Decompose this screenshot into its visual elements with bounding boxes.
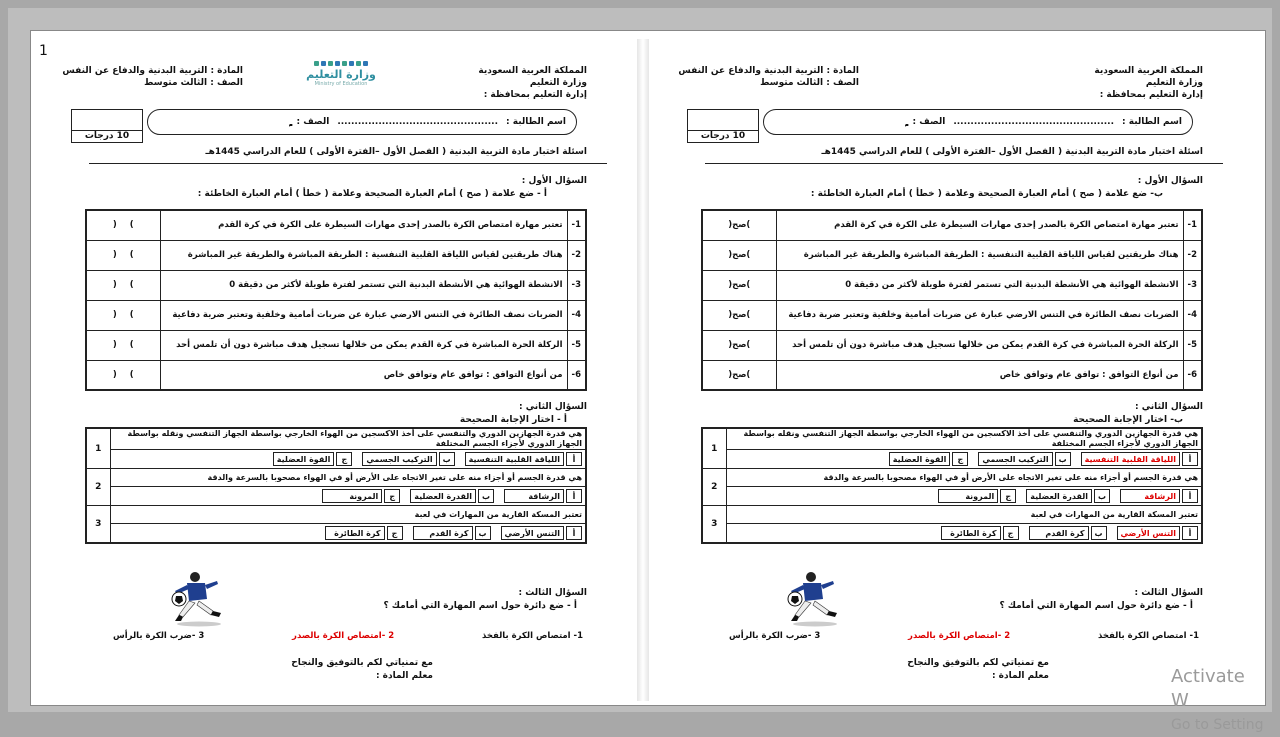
skill-option-2: 2 -امتصاص الكرة بالصدر [292,631,395,641]
subject-header: المادة : التربية البدنية والدفاع عن النفس الصف : الثالث متوسط [62,66,243,88]
tf-number: 1- [567,210,586,240]
tf-row [86,330,586,360]
mc-option-key: أ [1182,452,1198,466]
mc-options [730,450,1199,468]
mc-option-key: ج [336,452,352,466]
mc-number: 3 [702,506,726,544]
q1-header: السؤال الأول : أ - ضع علامة ( صح ) أمام العبارة الصحيحة وعلامة ( خطأ ) أمام العبارة الخاطئة : [197,176,587,199]
tf-statement: الانشطة الهوائية هي الأنشطة البدنية التي تستمر لفترة طويلة لأكثر من دقيقة 0 [160,270,567,300]
exam-footer: مع تمنياتي لكم بالتوفيق والنجاح معلم المادة : [291,658,433,681]
tf-row [86,300,586,330]
q3-header: السؤال الثالث : أ - ضع دائرة حول اسم المهارة التي أمامك ؟ [999,588,1203,611]
tf-number: 6- [1183,360,1202,390]
tf-answer-cell[interactable]: ) ( [86,270,160,300]
tf-statement: هناك طريقتين لقياس اللياقة القلبية التنفسية : الطريقة المباشرة والطريقة غير المباشرة [160,240,567,270]
tf-answer: صح [732,280,747,290]
tf-row [702,300,1202,330]
tf-answer: صح [732,250,747,260]
tf-row [86,240,586,270]
tf-statement: من أنواع التوافق : توافق عام وتوافق خاص [160,360,567,390]
tf-answer-cell[interactable]: )صح( [702,270,776,300]
tf-number: 6- [567,360,586,390]
grade-box: 10 درجات [71,109,143,143]
tf-number: 4- [567,300,586,330]
mc-question: هي قدرة الجهازين الدوري والتنفسي على أخذ الاكسجين من الهواء الخارجي بواسطة الجهاز التنفسي ونقله بواسطة الجهاز الدوري لأجزاء الجسم المختلفة [110,428,586,450]
football-player-image [781,567,851,627]
mc-option[interactable]: كرة الطائرة [941,526,1001,540]
tf-number: 3- [1183,270,1202,300]
tf-number: 1- [1183,210,1202,240]
mc-options [730,487,1199,505]
tf-statement: الركلة الحرة المباشرة في كرة القدم يمكن من خلالها تسجيل هدف مباشرة دون أن تلمس أحد [776,330,1183,360]
tf-answer-cell[interactable]: )صح( [702,330,776,360]
tf-answer-cell[interactable]: ) ( [86,300,160,330]
mc-option-key: ب [439,452,455,466]
skill-option-1: 1- امتصاص الكرة بالفخذ [481,631,583,641]
tf-number: 3- [567,270,586,300]
tf-statement: الضربات نصف الطائرة في التنس الارضي عبارة عن ضربات أمامية وخلفية وتعتبر ضربة دفاعية [160,300,567,330]
windows-activation-watermark: Activate W Go to Setting [1171,666,1264,733]
mc-option-key: ب [1091,526,1107,540]
student-info-box: اسم الطالبة : ............................................... الصف : [147,109,577,135]
q1-header: السؤال الأول : ب- ضع علامة ( صح ) أمام العبارة الصحيحة وعلامة ( خطأ ) أمام العبارة الخاطئة : [810,176,1203,199]
tf-answer-cell[interactable]: ) ( [86,210,160,240]
tf-statement: هناك طريقتين لقياس اللياقة القلبية التنفسية : الطريقة المباشرة والطريقة غير المباشرة [776,240,1183,270]
mc-option-key: ب [475,526,491,540]
student-info-box: اسم الطالبة : ............................................... الصف : [763,109,1193,135]
mc-option-key: ج [1000,489,1016,503]
tf-row [702,210,1202,240]
mc-options-row [86,524,586,544]
tf-answer: صح [732,369,747,380]
tf-answer-cell[interactable]: )صح( [702,360,776,390]
mc-question: تعتبر المسكة القارية من المهارات في لعبة [726,506,1202,524]
admin-text: إدارة التعليم بمحافظة : [483,90,587,100]
mc-option[interactable]: القوة العضلية [889,452,951,466]
mc-question-row [702,506,1202,524]
page-gutter [637,39,649,701]
mc-option[interactable]: التنس الأرضي [1117,526,1181,540]
q3-header: السؤال الثالث : أ - ضع دائرة حول اسم المهارة التي أمامك ؟ [383,588,587,611]
subject-header: المادة : التربية البدنية والدفاع عن النفس الصف : الثالث متوسط [678,66,859,88]
mc-option-key: أ [566,526,582,540]
mc-option[interactable]: الرشاقة [1120,489,1180,503]
mc-number: 2 [86,469,110,506]
mc-question: هي قدرة الجهازين الدوري والتنفسي على أخذ الاكسجين من الهواء الخارجي بواسطة الجهاز التنفسي ونقله بواسطة الجهاز الدوري لأجزاء الجسم المختلفة [726,428,1202,450]
tf-answer-cell[interactable]: )صح( [702,210,776,240]
mc-option[interactable]: التركيب الجسمي [978,452,1052,466]
tf-number: 4- [1183,300,1202,330]
mc-question: تعتبر المسكة القارية من المهارات في لعبة [110,506,586,524]
mc-options-row [86,450,586,469]
mc-option[interactable]: كرة الطائرة [325,526,385,540]
tf-row [702,270,1202,300]
mc-option-key: ج [384,489,400,503]
document-viewer [30,30,1266,733]
mc-option-key: ب [1055,452,1071,466]
screen-frame [8,8,1272,733]
mc-option[interactable]: المرونة [322,489,382,503]
mc-question: هي قدرة الجسم أو أجزاء منه على تغير الاتجاه على الأرض أو في الهواء مصحوبا بالسرعة والدقة [726,469,1202,487]
exam-page-blank [39,39,639,701]
exam-footer: مع تمنياتي لكم بالتوفيق والنجاح معلم المادة : [907,658,1049,681]
mc-options-row [702,524,1202,544]
tf-statement: الركلة الحرة المباشرة في كرة القدم يمكن من خلالها تسجيل هدف مباشرة دون أن تلمس أحد [160,330,567,360]
mc-options-row [86,487,586,506]
page-number: 1 [39,43,48,59]
mc-option[interactable]: الرشاقة [504,489,564,503]
tf-number: 5- [1183,330,1202,360]
exam-page-answers [655,39,1255,701]
tf-statement: الضربات نصف الطائرة في التنس الارضي عبارة عن ضربات أمامية وخلفية وتعتبر ضربة دفاعية [776,300,1183,330]
tf-number: 5- [567,330,586,360]
mc-option[interactable]: التنس الأرضي [501,526,565,540]
multiple-choice-table-answers [701,427,1203,544]
tf-row [702,330,1202,360]
mc-option-key: أ [566,489,582,503]
tf-answer-cell[interactable]: ) ( [86,360,160,390]
mc-question-row [702,428,1202,450]
divider [89,163,607,164]
tf-statement: تعتبر مهارة امتصاص الكرة بالصدر إحدى مهارات السيطرة على الكرة في كرة القدم [160,210,567,240]
mc-option-key: أ [1182,526,1198,540]
tf-answer: صح [732,310,747,320]
skill-option-2: 2 -امتصاص الكرة بالصدر [908,631,1011,641]
mc-option[interactable]: المرونة [938,489,998,503]
kingdom-text: المملكة العربية السعودية [478,66,587,76]
q2-header: السؤال الثاني : ب- اختار الإجابة الصحيحة [1073,402,1203,425]
tf-statement: من أنواع التوافق : توافق عام وتوافق خاص [776,360,1183,390]
tf-answer: صح [732,340,747,350]
mc-options [730,524,1199,542]
tf-answer: صح [732,220,747,231]
school-header: المملكة العربية السعودية وزارة التعليم إدارة التعليم بمحافظة : [1094,66,1203,100]
tf-number: 2- [1183,240,1202,270]
tf-answer-cell[interactable]: )صح( [702,300,776,330]
skill-option-1: 1- امتصاص الكرة بالفخذ [1097,631,1199,641]
mc-options [114,450,583,468]
tf-answer-cell[interactable]: )صح( [702,240,776,270]
mc-option[interactable]: القوة العضلية [273,452,335,466]
true-false-table [85,209,587,391]
divider [705,163,1223,164]
mc-option[interactable]: اللياقة القلبية التنفسية [1081,452,1180,466]
mc-question-row [86,469,586,487]
mc-option-key: ب [1094,489,1110,503]
mc-number: 1 [86,428,110,469]
exam-title: اسئلة اختبار مادة التربية البدنية ( الفصل الأول –الفترة الأولى ) للعام الدراسي 1445هـ [205,147,587,157]
mc-options [114,487,583,505]
football-player-image [165,567,235,627]
mc-option[interactable]: القدرة العضلية [1026,489,1092,503]
mc-options-row [702,450,1202,469]
mc-question-row [86,506,586,524]
mc-option[interactable]: التركيب الجسمي [362,452,436,466]
mc-option-key: أ [566,452,582,466]
mc-option-key: ج [1003,526,1019,540]
exam-title: اسئلة اختبار مادة التربية البدنية ( الفصل الأول –الفترة الأولى ) للعام الدراسي 1445هـ [821,147,1203,157]
tf-row [702,240,1202,270]
mc-question: هي قدرة الجسم أو أجزاء منه على تغير الاتجاه على الأرض أو في الهواء مصحوبا بالسرعة والدقة [110,469,586,487]
mc-question-row [86,428,586,450]
mc-question-row [702,469,1202,487]
mc-option[interactable]: كرة القدم [1029,526,1089,540]
tf-row [86,210,586,240]
tf-number: 2- [567,240,586,270]
tf-answer-cell[interactable]: ) ( [86,330,160,360]
tf-row [86,270,586,300]
mc-option-key: أ [1182,489,1198,503]
mc-option-key: ج [952,452,968,466]
mc-option[interactable]: القدرة العضلية [410,489,476,503]
mc-number: 1 [702,428,726,469]
mc-number: 2 [702,469,726,506]
multiple-choice-table [85,427,587,544]
mc-options-row [702,487,1202,506]
skill-option-3: 3 -ضرب الكرة بالرأس [113,631,205,641]
mc-options [114,524,583,542]
tf-statement: تعتبر مهارة امتصاص الكرة بالصدر إحدى مهارات السيطرة على الكرة في كرة القدم [776,210,1183,240]
school-header [478,65,587,101]
mc-option[interactable]: اللياقة القلبية التنفسية [465,452,564,466]
tf-answer-cell[interactable]: ) ( [86,240,160,270]
q2-header: السؤال الثاني : أ - اختار الإجابة الصحيحة [459,402,587,425]
grade-box: 10 درجات [687,109,759,143]
ministry-logo: وزارة التعليم Ministry of Education [301,61,381,97]
true-false-table-answers [701,209,1203,391]
mc-option-key: ب [478,489,494,503]
tf-row [702,360,1202,390]
mc-option[interactable]: كرة القدم [413,526,473,540]
skill-option-3: 3 -ضرب الكرة بالرأس [729,631,821,641]
skill-options [113,631,583,641]
tf-statement: الانشطة الهوائية هي الأنشطة البدنية التي تستمر لفترة طويلة لأكثر من دقيقة 0 [776,270,1183,300]
ministry-text: وزارة التعليم [529,78,587,88]
mc-option-key: ج [387,526,403,540]
tf-row [86,360,586,390]
mc-number: 3 [86,506,110,544]
skill-options [729,631,1199,641]
